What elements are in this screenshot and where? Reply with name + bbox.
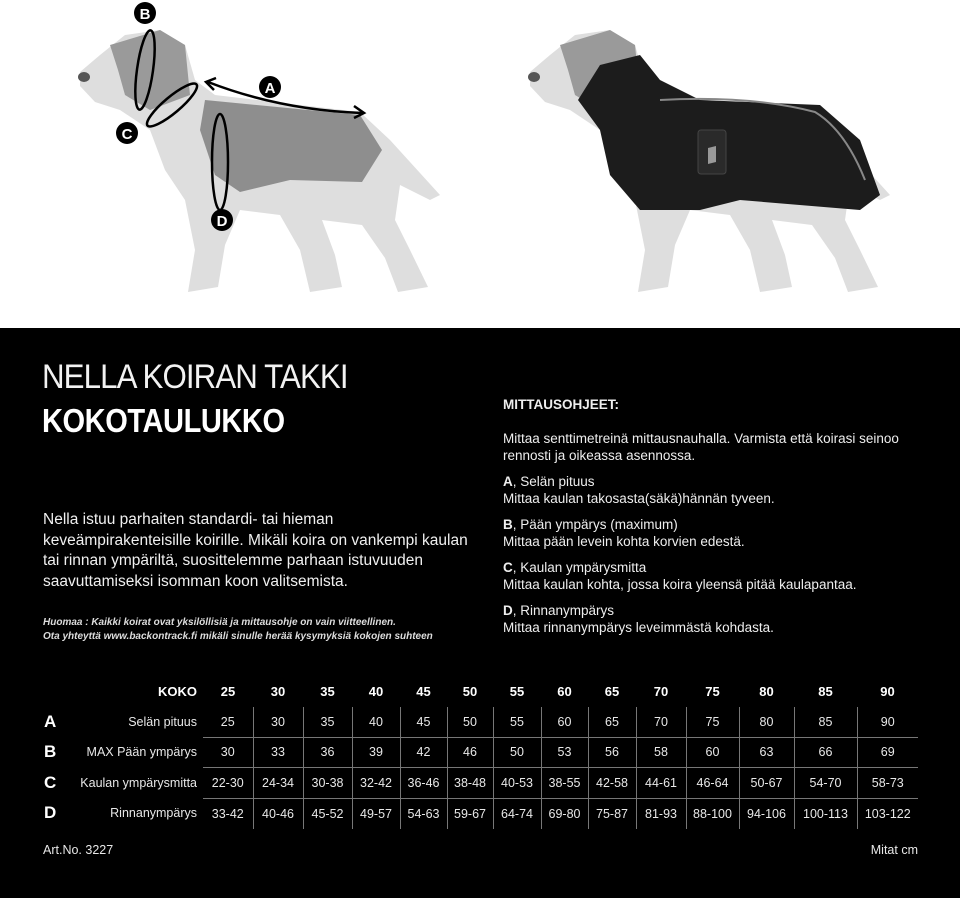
- instruction-text: Mittaa kaulan kohta, jossa koira yleensä pitää kaulapantaa.: [503, 577, 857, 592]
- table-cell: 40-46: [253, 798, 303, 829]
- table-cell: 55: [493, 707, 541, 738]
- table-cell: 59-67: [447, 798, 493, 829]
- table-row: [40, 737, 918, 768]
- table-cell: 50-67: [739, 768, 794, 799]
- row-letter: D: [44, 803, 57, 823]
- instruction-letter: A: [503, 474, 513, 489]
- size-header: 35: [320, 683, 335, 699]
- size-header-label: KOKO: [158, 683, 197, 699]
- instruction-letter: B: [503, 517, 513, 532]
- page-subtitle: KOKOTAULUKKO: [42, 402, 285, 439]
- size-header: 65: [604, 683, 620, 699]
- table-cell: 60: [686, 737, 739, 768]
- row-label: Selän pituus: [128, 714, 197, 729]
- table-cell: 33: [253, 737, 303, 768]
- size-header: 50: [462, 683, 478, 699]
- table-cell: 54-70: [794, 768, 857, 799]
- table-cell: 40: [352, 707, 400, 738]
- table-cell: 103-122: [857, 798, 918, 829]
- instruction-c: [503, 559, 933, 593]
- table-cell: 25: [220, 714, 235, 729]
- instruction-name: , Selän pituus: [512, 474, 595, 489]
- table-cell: 54-63: [400, 798, 447, 829]
- table-cell: 22-30: [203, 768, 253, 799]
- table-cell: 49-57: [352, 798, 400, 829]
- table-cell: 88-100: [686, 798, 739, 829]
- table-cell: 30-38: [303, 768, 352, 799]
- size-header: 75: [705, 683, 720, 699]
- instruction-text: Mittaa kaulan takosasta(säkä)hännän tyveen.: [503, 491, 775, 506]
- size-header: 45: [416, 683, 431, 699]
- instruction-b: [503, 516, 933, 550]
- table-row: [40, 798, 918, 829]
- table-cell: 45-52: [303, 798, 352, 829]
- table-cell: 40-53: [493, 768, 541, 799]
- table-cell: 58: [636, 737, 686, 768]
- table-cell: 64-74: [493, 798, 541, 829]
- note-text: [43, 616, 433, 644]
- size-header: 85: [818, 683, 833, 699]
- row-label: Rinnanympärys: [110, 806, 197, 821]
- size-header: 55: [509, 683, 525, 699]
- row-label: Kaulan ympärysmitta: [80, 775, 197, 790]
- illustration-panel: [0, 0, 960, 328]
- table-cell: 24-34: [253, 768, 303, 799]
- size-header: 60: [557, 683, 572, 699]
- instructions-heading: MITTAUSOHJEET:: [503, 397, 620, 412]
- note-line-1: Huomaa : Kaikki koirat ovat yksilöllisiä ja mittausohje on vain viitteellinen.: [43, 617, 396, 628]
- size-header: 70: [653, 683, 669, 699]
- instruction-d: [503, 602, 933, 636]
- table-cell: 50: [493, 737, 541, 768]
- table-cell: 75: [686, 707, 739, 738]
- row-label: MAX Pään ympärys: [86, 745, 197, 760]
- instruction-letter: C: [503, 560, 513, 575]
- table-cell: 56: [588, 737, 636, 768]
- instructions-general: Mittaa senttimetreinä mittausnauhalla. Varmista että koirasi seinoo rennosti ja oikeassa asennossa.: [503, 431, 899, 463]
- label-c-badge: C: [121, 126, 133, 143]
- table-cell: 46-64: [686, 768, 739, 799]
- table-cell: 85: [794, 707, 857, 738]
- table-cell: 35: [303, 707, 352, 738]
- table-cell: 60: [541, 707, 588, 738]
- label-a-badge: A: [264, 80, 276, 97]
- table-cell: 30: [203, 737, 253, 768]
- table-cell: 69: [857, 737, 918, 768]
- table-cell: 50: [447, 707, 493, 738]
- note-line-2: Ota yhteyttä www.backontrack.fi mikäli sinulle herää kysymyksiä kokojen suhteen: [43, 631, 433, 642]
- article-number: Art.No. 3227: [43, 843, 114, 857]
- instruction-name: , Pään ympärys (maximum): [512, 517, 678, 532]
- table-cell: 45: [400, 707, 447, 738]
- units-note: Mitat cm: [870, 843, 918, 857]
- instruction-text: Mittaa pään levein kohta korvien edestä.: [503, 534, 745, 549]
- label-b-badge: B: [139, 6, 151, 23]
- table-cell: 32-42: [352, 768, 400, 799]
- table-cell: 36: [303, 737, 352, 768]
- row-letter: B: [44, 742, 57, 762]
- table-cell: 36-46: [400, 768, 447, 799]
- table-cell: 33-42: [203, 798, 253, 829]
- table-cell: 100-113: [794, 798, 857, 829]
- table-cell: 38-48: [447, 768, 493, 799]
- table-cell: 46: [447, 737, 493, 768]
- table-cell: 90: [857, 707, 918, 738]
- table-cell: 38-55: [541, 768, 588, 799]
- label-d-badge: D: [216, 213, 228, 230]
- table-cell: 69-80: [541, 798, 588, 829]
- table-cell: 44-61: [636, 768, 686, 799]
- table-cell: 42-58: [588, 768, 636, 799]
- table-cell: 42: [400, 737, 447, 768]
- size-header: 80: [759, 683, 774, 699]
- table-cell: 66: [794, 737, 857, 768]
- row-letter: C: [44, 772, 57, 792]
- table-cell: 63: [739, 737, 794, 768]
- size-header: 30: [270, 683, 286, 699]
- table-cell: 80: [739, 707, 794, 738]
- table-cell: 94-106: [739, 798, 794, 829]
- size-header: 40: [368, 683, 384, 699]
- instruction-text: Mittaa rinnanympärys leveimmästä kohdasta.: [503, 620, 774, 635]
- dog-measurement-figure: [78, 2, 440, 292]
- dog-wearing-coat-figure: [528, 30, 890, 292]
- table-cell: 58-73: [857, 768, 918, 799]
- table-cell: 81-93: [636, 798, 686, 829]
- intro-text: Nella istuu parhaiten standardi- tai hieman keveämpirakenteisille koirille. Mikäli koira on vankempi kaulan tai rinnan ympäriltä, suosittelemme parhaan istuvuuden saavuttamiseksi isomman koon valitsemista.: [43, 511, 468, 590]
- measuring-instructions: [503, 396, 933, 645]
- size-header: 90: [880, 683, 895, 699]
- table-header-row: [40, 676, 918, 707]
- size-header: 25: [220, 683, 236, 699]
- row-letter: A: [44, 711, 57, 731]
- table-cell: 65: [588, 707, 636, 738]
- instruction-a: [503, 473, 933, 507]
- instruction-letter: D: [503, 603, 513, 618]
- instruction-name: , Kaulan ympärysmitta: [512, 560, 647, 575]
- table-cell: 53: [541, 737, 588, 768]
- dog-measurement-illustration: [0, 0, 960, 328]
- table-cell: 75-87: [588, 798, 636, 829]
- table-cell: 30: [253, 707, 303, 738]
- row-letter-header: [40, 676, 70, 707]
- table-row: [40, 768, 918, 799]
- page-title: NELLA KOIRAN TAKKI: [42, 358, 348, 396]
- table-row: [40, 707, 918, 738]
- table-cell: 39: [352, 737, 400, 768]
- instruction-name: , Rinnanympärys: [512, 603, 615, 618]
- size-table: [40, 676, 918, 829]
- table-cell: 70: [636, 707, 686, 738]
